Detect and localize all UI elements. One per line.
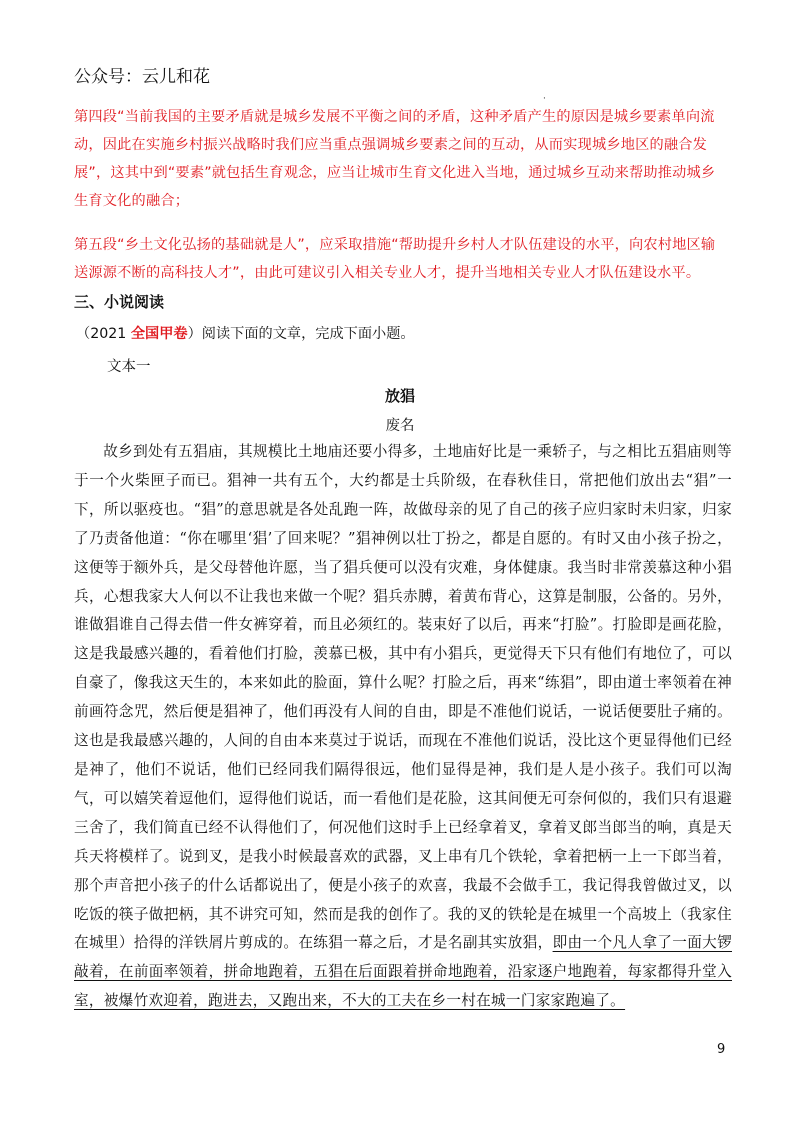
answer-paragraph-5 — [74, 231, 724, 287]
source-instruction: ）阅读下面的文章，完成下面小题。 — [187, 326, 415, 342]
story-author: 废名 — [385, 418, 415, 434]
section-heading: 三、小说阅读 — [74, 293, 165, 311]
source-open: （2021 — [76, 326, 131, 342]
answer-paragraph-4 — [74, 103, 724, 215]
story-paragraph — [74, 438, 732, 1016]
question-source — [76, 323, 415, 343]
story-text: 故乡到处有五猖庙，其规模比土地庙还要小得多，土地庙好比是一乘轿子，与之相比五猖庙则等于一个火柴匣子而已。猖神一共有五个，大约都是士兵阶级，在春秋佳日，常把他们放出去“猖”一下，所以驱疫也。“猖”的意思就是各处乱跑一阵，故做母亲的见了自己的孩子应归家时未归家，归家了乃责备他道：“你在哪里‘猖’了回来呢？”猖神例以壮丁扮之，都是自愿的。有时又由小孩子扮之，这便等于额外兵，是父母替他许愿，当了猖兵便可以没有灾难，身体健康。我当时非常羡慕这种小猖兵，心想我家大人何以不让我也来做一个呢？猖兵赤膊，着黄布背心，这算是制服，公备的。另外，谁做猖谁自己得去借一件女裤穿着，而且必须红的。装束好了以后，再来“打脸”。打脸即是画花脸，这是我最感兴趣的，看着他们打脸，羡慕已极，其中有小猖兵，更觉得天下只有他们有地位了，可以自豪了，像我这天生的，本来如此的脸面，算什么呢？打脸之后，再来“练猖”，即由道士率领着在神前画符念咒，然后便是猖神了，他们再没有人间的自由，即是不准他们说话，一说话便要肚子痛的。这也是我最感兴趣的，人间的自由本来莫过于说话，而现在不准他们说话，没比这个更显得他们已经是神了，他们不说话，他们已经同我们隔得很远，他们显得是神，我们是人是小孩子。我们可以淘气，可以嬉笑着逗他们，逗得他们说话，而一看他们是花脸，这其间便无可奈何似的，我们只有退避三舍了，我们简直已经不认得他们了，何况他们这时手上已经拿着叉，拿着叉郎当郎当的响，真是天兵天将模样了。说到叉，是我小时候最喜欢的武器，叉上串有几个铁轮，拿着把柄一上一下郎当着，那个声音把小孩子的什么话都说出了，便是小孩子的欢喜，我最不会做手工，我记得我曾做过叉，以吃饭的筷子做把柄，其不讲究可知，然而是我的创作了。我的叉的铁轮是在城里一个高坡上（我家住在城里）拾得的洋铁屑片剪成的。在练猖一幕之后，才是名副其实放猖， — [74, 443, 732, 952]
answer-text: 第五段“乡土文化弘扬的基础就是人”，应采取措施“帮助提升乡村人才队伍建设的水平，向农村地区输送源源不断的高科技人才”，由此可建议引入相关专业人才，提升当地相关专业人才队伍建设水平。 — [74, 237, 716, 281]
page-number: 9 — [717, 1042, 726, 1057]
story-body — [74, 438, 732, 1016]
stray-dot: · — [543, 94, 546, 104]
page-header: 公众号：云儿和花 — [74, 67, 210, 87]
answer-text: 第四段“当前我国的主要矛盾就是城乡发展不平衡之间的矛盾，这种矛盾产生的原因是城乡要素单向流动，因此在实施乡村振兴战略时我们应当重点强调城乡要素之间的互动，从而实现城乡地区的融合发展”，这其中到“要素”就包括生育观念，应当让城市生育文化进入当地，通过城乡互动来帮助推动城乡生育文化的融合； — [74, 109, 716, 209]
story-title: 放猖 — [384, 387, 415, 405]
text-label: 文本一 — [107, 359, 151, 375]
source-exam: 全国甲卷 — [130, 326, 188, 342]
story-underlined-text: 即由一个凡人拿了一面大锣敲着，在前面率领着，拼命地跑着，五猖在后面跟着拼命地跑着，沿家逐户地跑着，每家都得升堂入室，被爆竹欢迎着，跑进去，又跑出来，不大的工夫在乡一村在城一门家家跑遍了。 — [74, 934, 732, 1010]
